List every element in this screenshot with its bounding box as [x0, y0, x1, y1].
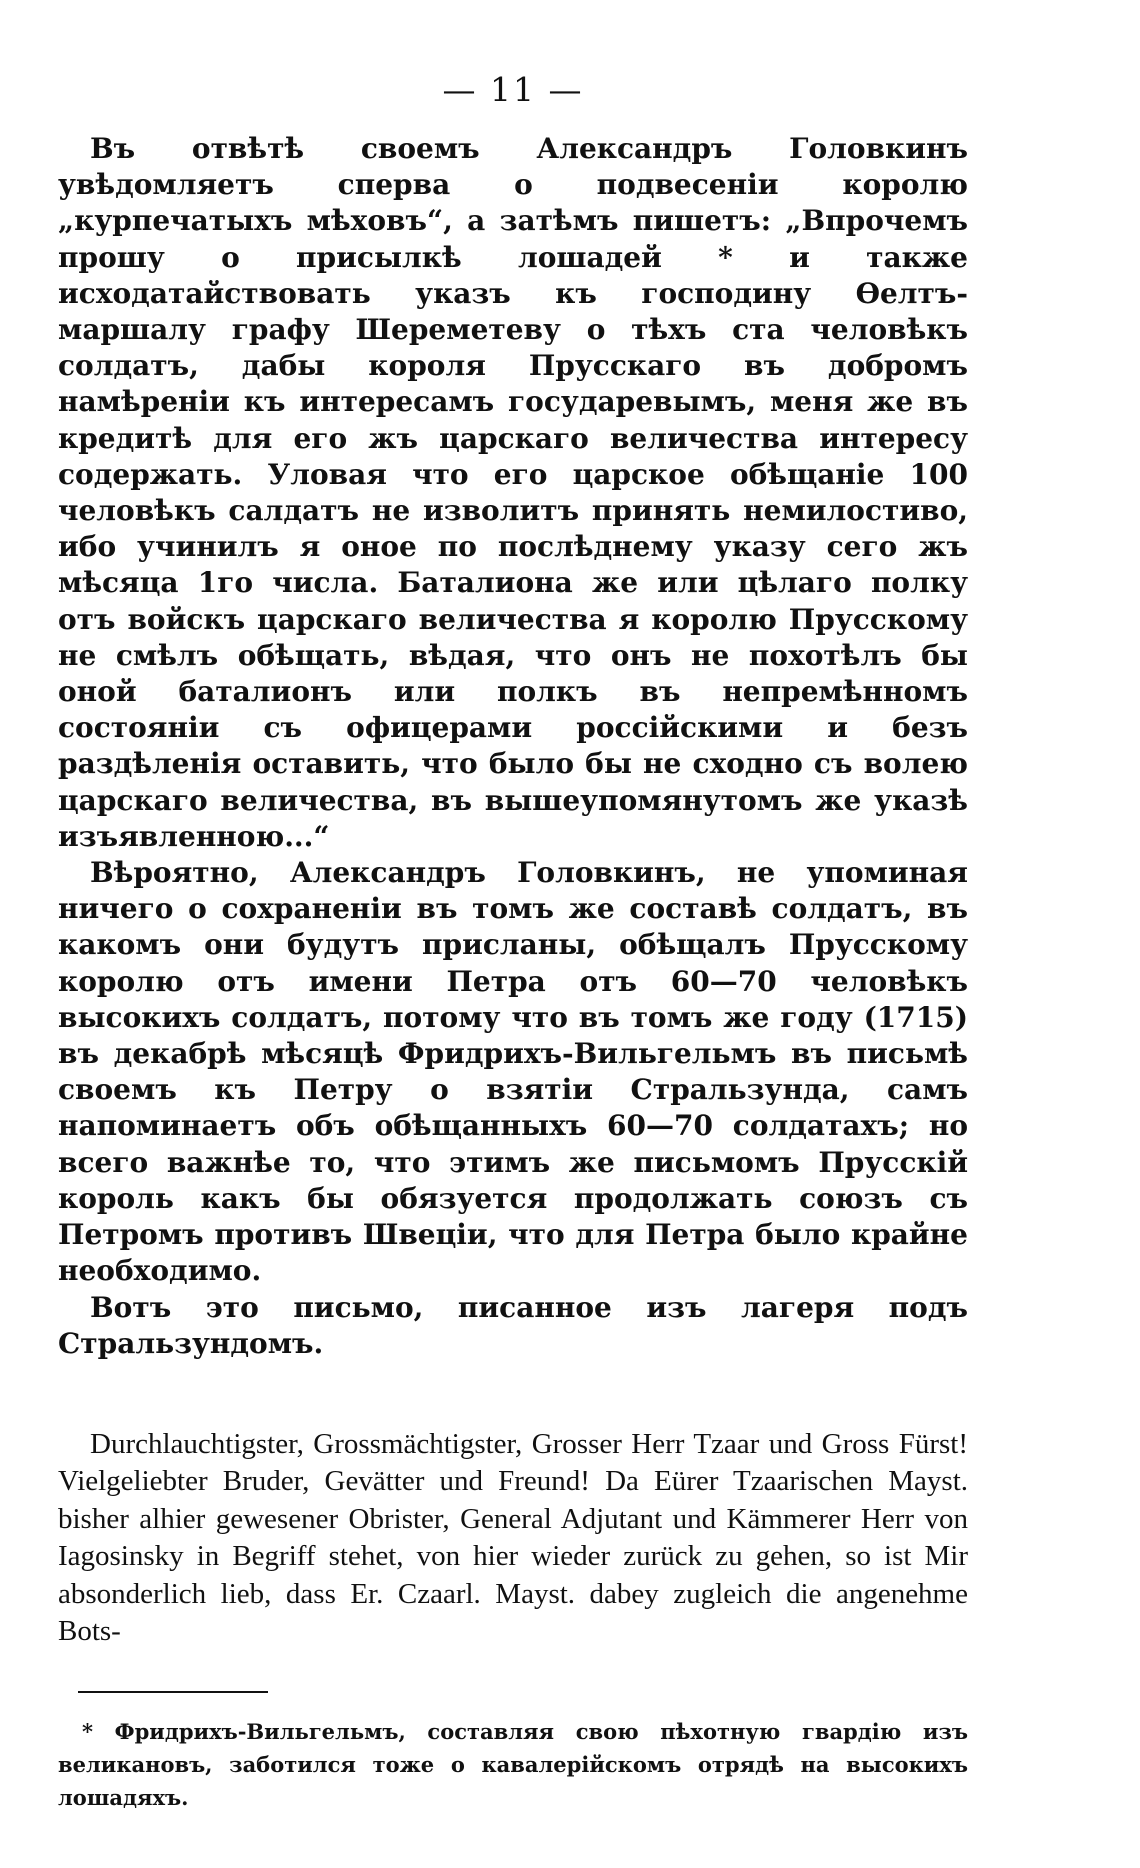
document-page: [58, 70, 968, 1835]
paragraph-letter-intro: Вотъ это письмо, писанное изъ лагеря подъ Стральзундомъ.: [58, 1290, 968, 1360]
paragraph-probably-golovkin: Вѣроятно, Александръ Головкинъ, не упоминая ничего о сохраненіи въ томъ же составѣ солдатъ, въ какомъ они будутъ присланы, обѣщалъ Прусскому королю отъ имени Петра отъ 60—70 человѣкъ высокихъ солдатъ, потому что въ томъ же году (1715) въ декабрѣ мѣсяцѣ Фридрихъ-Вильгельмъ въ письмѣ своемъ къ Петру о взятіи Стральзунда, самъ напоминаетъ объ обѣщанныхъ 60—70 солдатахъ; но всего важнѣе то, что этимъ же письмомъ Прусскій король какъ бы обязуется продолжать союзъ съ Петромъ противъ Швеціи, что для Петра было крайне необходимо.: [58, 856, 968, 1288]
paragraph-golovkin-reply: Въ отвѣтѣ своемъ Александръ Головкинъ увѣдомляетъ сперва о подвесеніи королю „курпечатыхъ мѣховъ“, а затѣмъ пишетъ: „Впрочемъ прошу о присылкѣ лошадей * и также исходатайствовать указъ къ господину Ѳелтъ-маршалу графу Шереметеву о тѣхъ ста человѣкъ солдатъ, дабы короля Прусскаго въ добромъ намѣреніи къ интересамъ государевымъ, меня же въ кредитѣ для его жъ царскаго величества интересу содержать. Уловая что его царское обѣщаніе 100 человѣкъ салдатъ не изволитъ принять немилостиво, ибо учинилъ я оное по послѣднему указу сего жъ мѣсяца 1го числа. Баталиона же или цѣлаго полку отъ войскъ царскаго величества я королю Прусскому не смѣлъ обѣщать, вѣдая, что онъ не похотѣлъ бы оной баталионъ или полкъ въ непремѣнномъ состояніи съ офицерами россійскими и безъ раздѣленія оставить, что было бы не сходно съ волею царскаго величества, въ вышеупомянутомъ же указѣ изъявленною...“: [58, 132, 968, 853]
footnote-divider: [78, 1691, 268, 1693]
german-letter-text: Durchlauchtigster, Grossmächtigster, Grosser Herr Tzaar und Gross Fürst! Vielgeliebter Bruder, Gevätter und Freund! Da Eürer Tzaarischen Mayst. bisher alhier gewesener Obrister, General Adjutant und Kämmerer Herr von Iagosinsky in Begriff stehet, von hier wieder zurück zu gehen, so ist Mir absonderlich lieb, dass Er. Czaarl. Mayst. dabey zugleich die angenehme Bots-: [58, 1427, 968, 1648]
footnote: * Фридрихъ-Вильгельмъ, составляя свою пѣхотную гвардію изъ великановъ, заботился тоже о кавалерійскомъ отрядѣ на высокихъ лошадяхъ.: [58, 1718, 968, 1810]
page-number: — 11 —: [442, 70, 584, 109]
